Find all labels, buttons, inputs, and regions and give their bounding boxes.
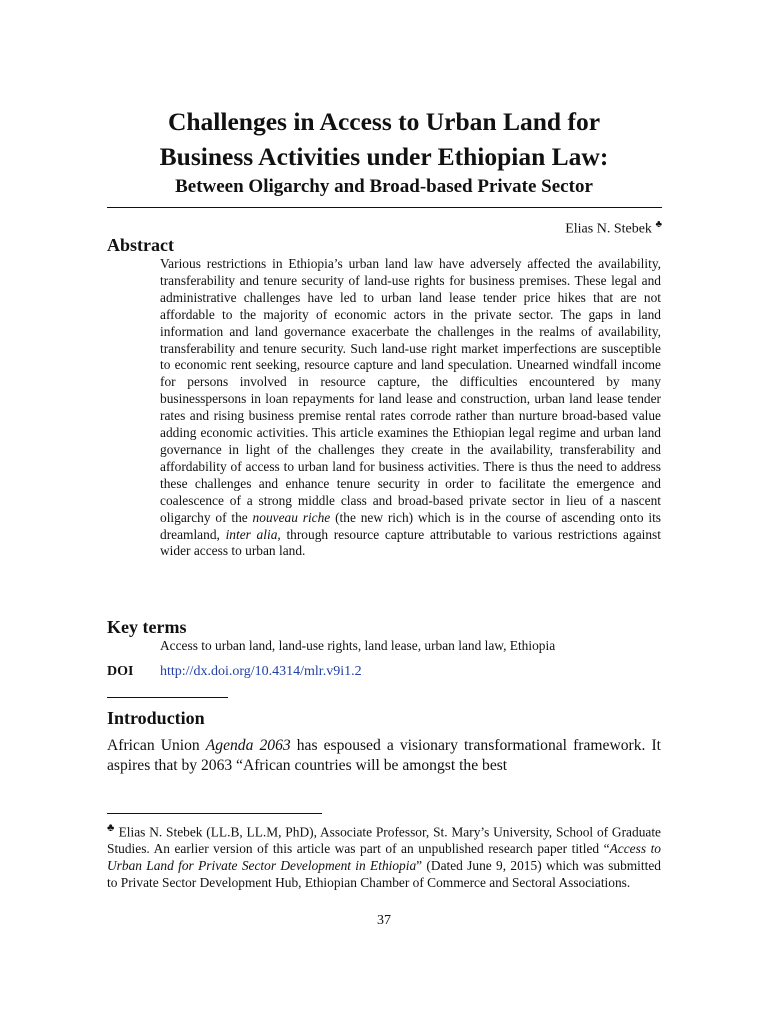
key-terms-heading: Key terms bbox=[107, 617, 187, 637]
paper-title bbox=[0, 104, 768, 174]
footnote-text-1: Elias N. Stebek (LL.B, LL.M, PhD), Associate Professor, St. Mary’s University, School of Graduate Studies. An earlier version of this article was part of an unpublished research paper titled “ bbox=[107, 824, 661, 857]
footnote-divider bbox=[107, 813, 322, 814]
introduction-paragraph bbox=[107, 736, 661, 776]
abstract-paragraph bbox=[160, 256, 661, 560]
introduction-heading: Introduction bbox=[107, 708, 205, 728]
intro-text-2: has espoused a visionary transformational framework. It aspires that by 2063 “African countries will be amongst the best bbox=[107, 737, 661, 774]
abstract-body bbox=[160, 256, 661, 560]
intro-text-1: African Union bbox=[107, 737, 206, 754]
abstract-text-1: Various restrictions in Ethiopia’s urban land law have adversely affected the availability, transferability and tenure security of land-use rights for business premises. These legal and administrative challenges have led to urban land lease tender price hikes that are not affordable to the majority of economic actors in the private sector. The gaps in land information and land governance exacerbate the challenges in the realms of availability, transferability and tenure security. Such land-use right market imperfections are susceptible to economic rent seeking, resource capture and land speculation. Unearned windfall income for persons involved in resource capture, the difficulties encountered by many businesspersons in loan repayments for land lease and construction, urban land lease tender rates and rising business premise rental rates corrode rather than nurture broad-based value adding economic activities. This article examines the Ethiopian legal regime and urban land governance in light of the challenges they create in the availability, transferability and affordability of access to urban land for business activities. There is thus the need to address these challenges and enhance tenure security in order to facilitate the emergence and coalescence of a strong middle class and broad-based private sector in lieu of a nascent oligarchy of the bbox=[160, 256, 661, 525]
introduction-body bbox=[107, 736, 661, 776]
footnote-mark: ♣ bbox=[107, 822, 115, 834]
footnote-paragraph bbox=[107, 820, 661, 892]
abstract-text-2: (the new rich) which is in the course of ascending onto its dreamland, bbox=[160, 509, 661, 542]
page-number: 37 bbox=[377, 913, 391, 928]
abstract-text-3: , through resource capture attributable to various restrictions against wider access to urban land. bbox=[160, 526, 661, 559]
title-divider bbox=[107, 207, 662, 208]
abstract-italic-nouveau-riche: nouveau riche bbox=[252, 509, 331, 525]
section-divider bbox=[107, 697, 228, 698]
intro-italic-agenda: Agenda 2063 bbox=[205, 737, 291, 754]
author-line bbox=[565, 215, 662, 240]
author-footnote-mark: ♣ bbox=[655, 219, 662, 230]
abstract-italic-inter-alia: inter alia bbox=[225, 526, 278, 542]
author-name: Elias N. Stebek bbox=[565, 221, 652, 237]
key-terms-text: Access to urban land, land-use rights, land lease, urban land law, Ethiopia bbox=[160, 638, 556, 653]
footnote-text-2: ” (Dated June 9, 2015) which was submitted to Private Sector Development Hub, Ethiopian Chamber of Commerce and Sectoral Associations. bbox=[107, 858, 661, 890]
title-line-2: Business Activities under Ethiopian Law: bbox=[159, 142, 609, 171]
footnote-italic-title: Access to Urban Land for Private Sector Development in Ethiopia bbox=[107, 841, 661, 874]
abstract-heading: Abstract bbox=[107, 235, 174, 255]
footnote bbox=[107, 820, 661, 892]
doi-link[interactable]: http://dx.doi.org/10.4314/mlr.v9i1.2 bbox=[160, 664, 362, 679]
title-line-1: Challenges in Access to Urban Land for bbox=[167, 107, 601, 136]
paper-subtitle: Between Oligarchy and Broad-based Private Sector bbox=[175, 176, 593, 197]
doi-label: DOI bbox=[107, 664, 134, 679]
